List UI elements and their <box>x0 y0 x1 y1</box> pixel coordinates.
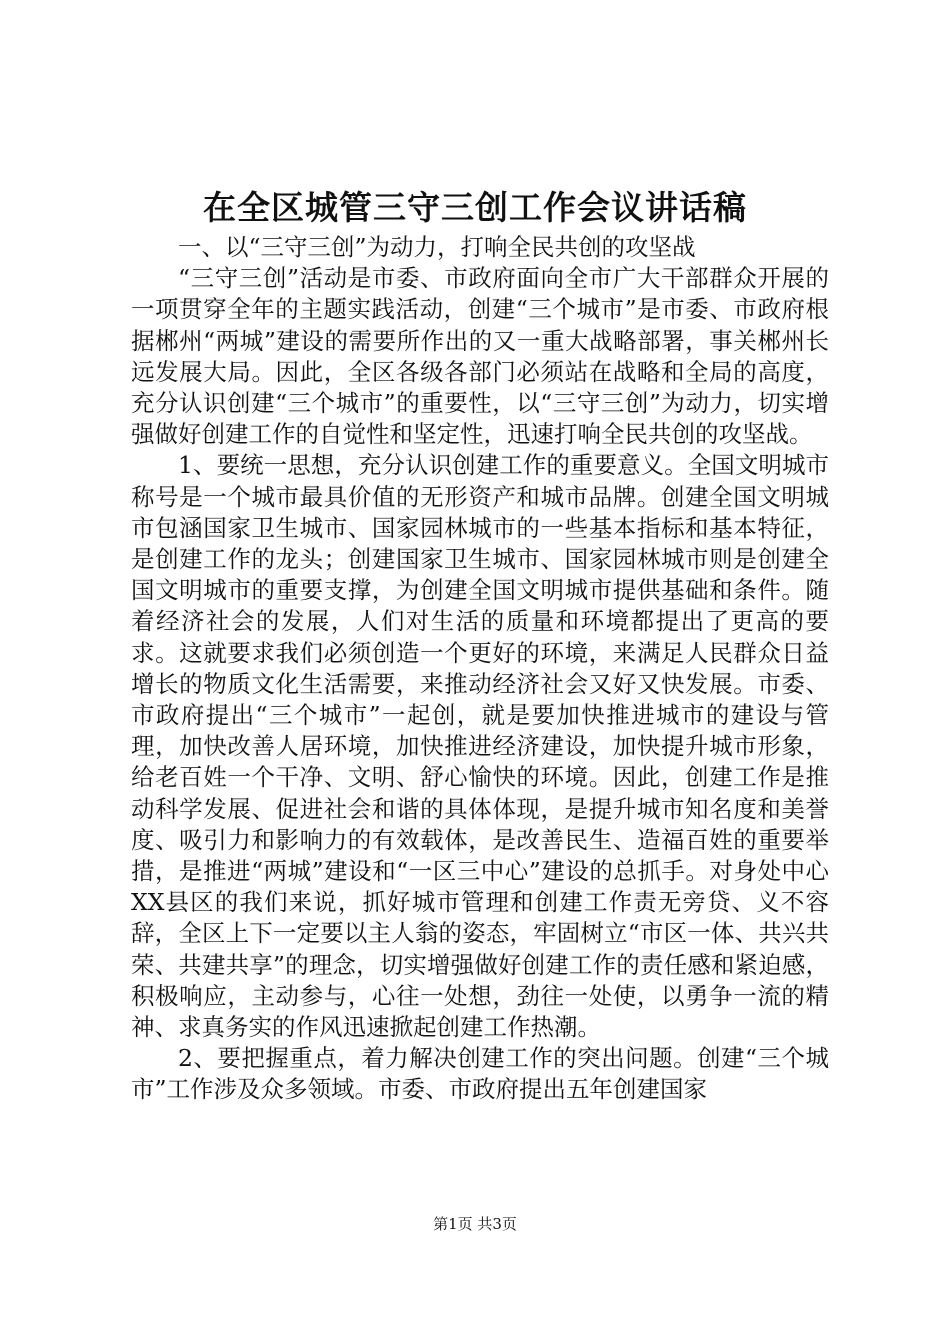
section-heading: 一、以“三守三创”为动力，打响全民共创的攻坚战 <box>178 233 696 261</box>
document-body <box>131 232 829 1106</box>
paragraph-point-1: 1、要统一思想，充分认识创建工作的重要意义。全国文明城市称号是一个城市最具价值的无形资产和城市品牌。创建全国文明城市包涵国家卫生城市、国家园林城市的一些基本指标和基本特征，是创建工作的龙头；创建国家卫生城市、国家园林城市则是创建全国文明城市的重要支撑，为创建全国文明城市提供基础和条件。随着经济社会的发展，人们对生活的质量和环境都提出了更高的要求。这就要求我们必须创造一个更好的环境，来满足人民群众日益增长的物质文化生活需要，来推动经济社会又好又快发展。市委、市政府提出“三个城市”一起创，就是要加快推进城市的建设与管理，加快改善人居环境，加快推进经济建设，加快提升城市形象，给老百姓一个干净、文明、舒心愉快的环境。因此，创建工作是推动科学发展、促进社会和谐的具体体现，是提升城市知名度和美誉度、吸引力和影响力的有效载体，是改善民生、造福百姓的重要举措，是推进“两城”建设和“一区三中心”建设的总抓手。对身处中心XX县区的我们来说，抓好城市管理和创建工作责无旁贷、义不容辞，全区上下一定要以主人翁的姿态，牢固树立“市区一体、共兴共荣、共建共享”的理念，切实增强做好创建工作的责任感和紧迫感，积极响应，主动参与，心往一处想，劲往一处使，以勇争一流的精神、求真务实的作风迅速掀起创建工作热潮。 <box>131 451 829 1042</box>
paragraph-point-2: 2、要把握重点，着力解决创建工作的突出问题。创建“三个城市”工作涉及众多领域。市委、市政府提出五年创建国家 <box>131 1044 829 1104</box>
document-title: 在全区城管三守三创工作会议讲话稿 <box>203 188 747 227</box>
paragraph-intro: “三守三创”活动是市委、市政府面向全市广大干部群众开展的一项贯穿全年的主题实践活动，创建“三个城市”是市委、市政府根据郴州“两城”建设的需要所作出的又一重大战略部署，事关郴州长远发展大局。因此，全区各级各部门必须站在战略和全局的高度，充分认识创建“三个城市”的重要性，以“三守三创”为动力，切实增强做好创建工作的自觉性和坚定性，迅速打响全民共创的攻坚战。 <box>131 264 829 449</box>
page-footer: 第1页 共3页 <box>433 1215 517 1233</box>
